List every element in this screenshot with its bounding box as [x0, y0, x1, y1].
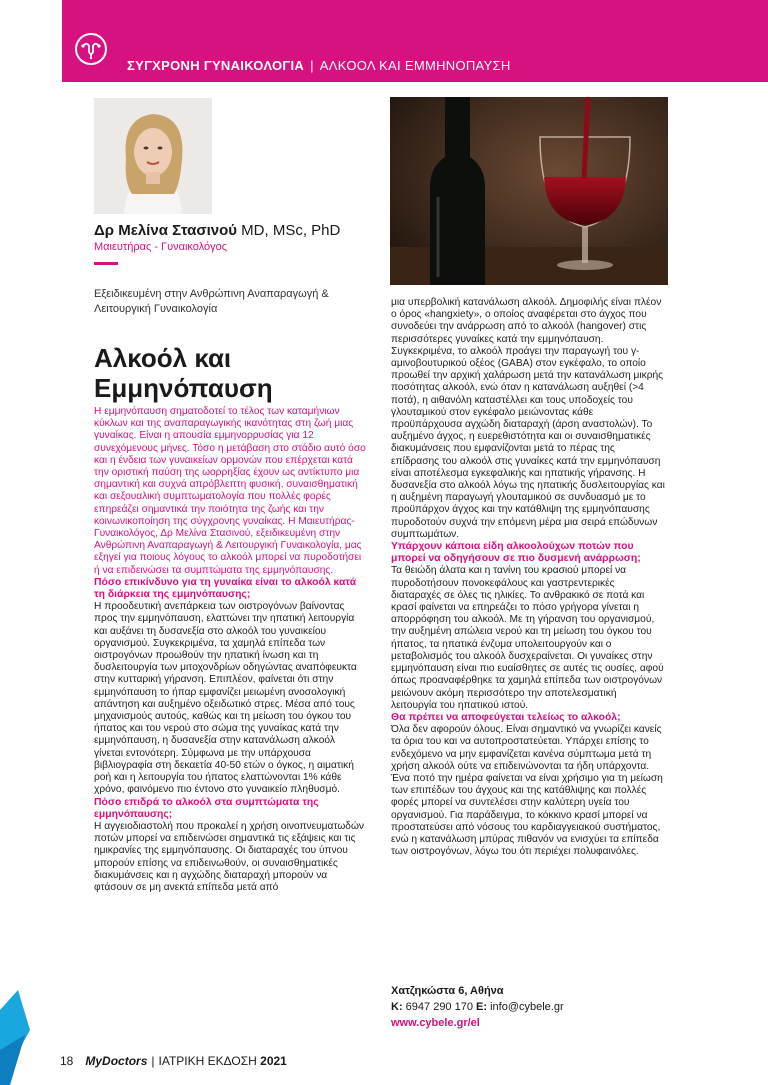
uterus-icon: [74, 32, 108, 66]
contact-line: [391, 999, 665, 1015]
website-link[interactable]: www.cybele.gr/el: [391, 1017, 480, 1029]
contact-block: [391, 983, 665, 1031]
header-topic: ΑΛΚΟΟΛ ΚΑΙ ΕΜΜΗΝΟΠΑΥΣΗ: [319, 58, 511, 73]
author-photo: [94, 98, 212, 214]
article-column-right: [391, 297, 665, 858]
header-separator: |: [310, 58, 314, 73]
email-address[interactable]: info@cybele.gr: [490, 1001, 564, 1013]
corner-decoration: [0, 990, 60, 1085]
page-number: 18: [60, 1054, 74, 1068]
email-label: E:: [476, 1001, 488, 1013]
author-specialty: Εξειδικευμένη στην Ανθρώπινη Αναπαραγωγή & Λειτουργική Γυναικολογία: [94, 288, 329, 315]
magazine-name: MyDoctors: [85, 1054, 148, 1068]
page-header: [62, 0, 768, 82]
author-name-text: Δρ Μελίνα Στασινού: [94, 222, 237, 239]
author-degrees: MD, MSc, PhD: [241, 222, 341, 239]
article-intro: Η εμμηνόπαυση σηματοδοτεί το τέλος των καταμήνιων κύκλων και της αναπαραγωγικής ικανότητας στη ζωή μιας γυναίκας. Είναι η απουσία εμμηνορρυσίας για 12 συνεχόμενους μήνες. Τόσο η μετάβαση στο στάδιο αυτό όσο και η ένδεια των γυναικείων ορμονών που επέρχεται κατά την οριστική παύση της ωορρηξίας έχουν ως αντίκτυπο μια σημαντική και συχνά απρόβλεπτη φυσική, συναισθηματική και σεξουαλική συμπτωματολογία που πολλές φορές επηρεάζει σημαντικά την ποιότητα της ζωής και την κοινωνικοποίηση της σύγχρονης γυναίκας. Η Μαιευτήρας-Γυναικολόγος, Δρ Μελίνα Στασινού, εξειδικευμένη στην Ανθρώπινη Αναπαραγωγή & Λειτουργική Γυναικολογία, μας εξηγεί για ποιους λόγους το αλκοόλ μπορεί να πυροδοτήσει ή να επιδεινώσει τα συμπτώματα της εμμηνόπαυσης.: [94, 406, 366, 576]
wine-image: [390, 97, 668, 285]
article-paragraph-2-continued: μια υπερβολική κατανάλωση αλκοόλ. Δημοφιλής είναι πλέον ο όρος «hangxiety», ο οποίος αναφέρεται στο άγχος που συνοδεύει την ανάρρωση από το αλκοόλ (hangover) στις περισσότερες γυναίκες κατά την εμμηνόπαυση. Συγκεκριμένα, το αλκοόλ προάγει την παραγωγή του γ-αμινοβουτυρικού οξέος (GABA) στον εγκέφαλο, το οποίο προωθεί την αρχική χαλάρωση μετά την κατανάλωση μικρής ποσότητας αλκοόλ, ενώ όταν η κατανάλωση αυξηθεί (>4 ποτά), η αιθανόλη καταστέλλει και τους υποδοχείς του γλουταμικού στον εγκέφαλο μειώνοντας κάθε προϋπάρχουσα αγχώδη διαταραχή (άρση αναστολών). Το αυξημένο άγχος, η ευερεθιστότητα και οι συναισθηματικές διακυμάνσεις που εμφανίζονται μετά το πέρας της επίδρασης του αλκοόλ στις γυναίκες κατά την εμμηνόπαυση είναι αποτέλεσμα εγκεφαλικής και ηπατικής γήρανσης. Η δυσανεξία στο αλκοόλ λόγω της ηπατικής δυσλειτουργίας και η αυξημένη παραγωγή γλουταμικού σε συνδυασμό με το προϋπάρχον άγχος και την κατάθλιψη της εμμηνόπαυσης πυροδοτούν συχνά την επόμενη μέρα μια σειρά επώδυνων συμπτωμάτων.: [391, 297, 665, 540]
phone-number[interactable]: 6947 290 170: [405, 1001, 473, 1013]
author-role: Μαιευτήρας - Γυναικολόγος: [94, 241, 228, 253]
article-paragraph-1: Η προοδευτική ανεπάρκεια των οιστρογόνων βαίνοντας προς την εμμηνόπαυση, ελαττώνει την ηπατική λειτουργία και αυξάνει τη δυσανεξία στο αλκοόλ του γυναικείου οργανισμού. Συγκεκριμένα, τα χαμηλά επίπεδα των οιστρογόνων προωθούν την ηπατική ίνωση και τη δυσλειτουργία των μιτοχονδρίων οδηγώντας αναπόφευκτα στην κυτταρική γήρανση. Επιπλέον, φαίνεται ότι στην εμμηνόπαυση το ήπαρ εμφανίζει μειωμένη ανοσολογική απάντηση και αυξημένο οξειδωτικό στρες. Μέσα από τους μηχανισμούς αυτούς, καθώς και τη μείωση του όγκου του ήπατος και του νερού στο σώμα της γυναίκας κατά την εμμηνόπαυση, η δυσανεξία στην κατανάλωση αλκοόλ γίνεται εντονότερη. Σύμφωνα με την υπάρχουσα βιβλιογραφία στη δεκαετία 40-50 ετών ο όγκος, η αιματική ροή και η λειτουργία του ήπατος ελαττώνονται 1% κάθε χρόνο, φαινόμενο πιο έντονο στο γυναικείο πληθυσμό.: [94, 601, 357, 796]
article-heading-3: Υπάρχουν κάποια είδη αλκοολούχων ποτών που μπορεί να οδηγήσουν σε πιο δυσμενή ανάρρωση;: [391, 541, 641, 565]
author-name: [94, 222, 340, 239]
contact-address: Χατζηκώστα 6, Αθήνα: [391, 985, 504, 997]
article-heading-4: Θα πρέπει να αποφεύγεται τελείως το αλκοόλ;: [391, 711, 621, 723]
edition-label: ΙΑΤΡΙΚΗ ΕΚΔΟΣΗ: [158, 1054, 257, 1068]
header-text: [127, 58, 511, 73]
footer-separator: |: [151, 1054, 155, 1068]
page-footer: [60, 1054, 287, 1068]
edition-year: 2021: [260, 1054, 287, 1068]
author-divider: [94, 262, 118, 265]
article-paragraph-2: Η αγγειοδιαστολή που προκαλεί η χρήση οινοπνευματωδών ποτών μπορεί να επιδεινώσει σημαντικά τις εξάψεις και τις ημικρανίες της εμμηνόπαυσης. Οι διαταραχές του ύπνου μπορούν επίσης να επιδεινωθούν, οι συναισθηματικές διακυμάνσεις και η αγχώδης διαταραχή μπορούν να φτάσουν σε μη ανεκτά επίπεδα μετά από: [94, 820, 364, 893]
article-column-left: [94, 406, 366, 894]
phone-label: Κ:: [391, 1001, 403, 1013]
header-section: ΣΥΓΧΡΟΝΗ ΓΥΝΑΙΚΟΛΟΓΙΑ: [127, 58, 305, 73]
article-title: Αλκοόλ και Εμμηνόπαυση: [94, 343, 273, 403]
article-paragraph-3: Τα θειώδη άλατα και η τανίνη του κρασιού μπορεί να πυροδοτήσουν πονοκεφάλους και γαστρεντερικές διαταραχές σε όλες τις ηλικίες. Το ανθρακικό σε ποτά και κρασί φαίνεται να επηρεάζει το πόσο γρήγορα γίνεται η απορρόφηση του αλκοόλ. Με τη γήρανση του οργανισμού, την αυξημένη απώλεια νερού και τη μείωση του όγκου του ήπατος, τα ηπατικά ένζυμα υπολειτουργούν και ο μεταβολισμός του αλκοόλ δυσχεραίνεται. Οι γυναίκες στην εμμηνόπαυση είναι πιο ευαίσθητες σε αυτές τις ουσίες, αφού όπως προαναφέρθηκε τα χαμηλά επίπεδα των οιστρογόνων μειώνουν ακόμη περισσότερο την αποτελεσματική λειτουργία του ηπατικού ιστού.: [391, 565, 664, 711]
article-heading-2: Πόσο επιδρά το αλκοόλ στα συμπτώματα της εμμηνόπαυσης;: [94, 796, 319, 820]
article-paragraph-4: Όλα δεν αφορούν όλους. Είναι σημαντικό να γνωρίζει κανείς τα όρια του και να αυτοπροστατεύεται. Υπάρχει επίσης το ενδεχόμενο να μην εμφανίζεται κανένα σύμπτωμα μετά τη χρήση αλκοόλ ούτε να επιδεινώνονται τα ήδη υπάρχοντα. Ένα ποτό την ημέρα φαίνεται να είναι χρήσιμο για τη μείωση των επιπέδων του άγχους και της κατάθλιψης και πολλές φορές μπορεί να συντελέσει στην καλύτερη υγεία του οργανισμού. Για παράδειγμα, το κόκκινο κρασί μπορεί να προστατεύσει από νόσους του καρδιαγγειακού συστήματος, ενώ η κατανάλωση μπύρας πιθανόν να ενισχύει τα επίπεδα των οιστρογόνων, λόγω του ότι περιέχει πολυφαινόλες.: [391, 724, 663, 858]
article-heading-1: Πόσο επικίνδυνο για τη γυναίκα είναι το αλκοόλ κατά τη διάρκεια της εμμηνόπαυσης;: [94, 576, 357, 601]
